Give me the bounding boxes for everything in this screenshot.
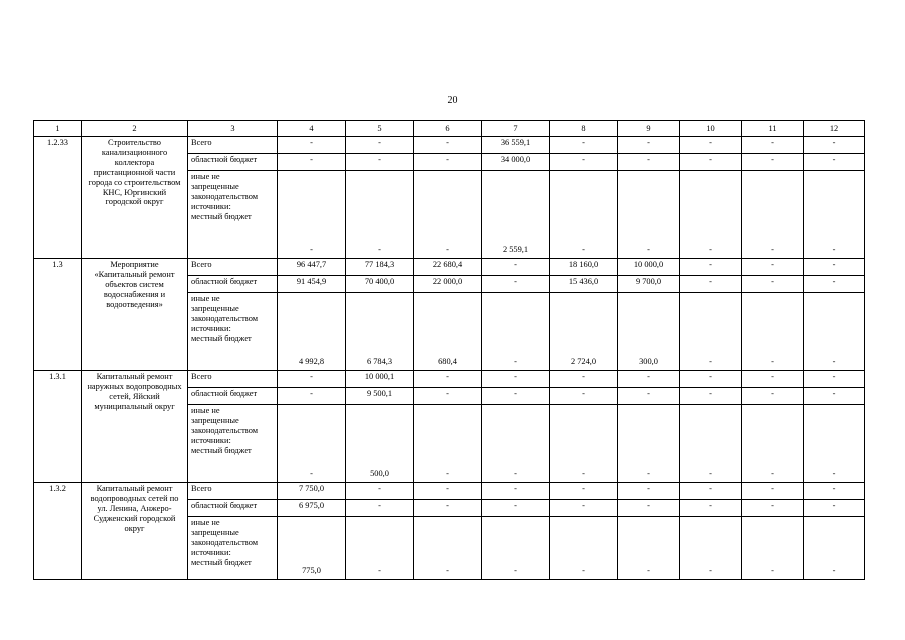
funding-source-line: запрещенные	[191, 527, 239, 537]
amount-cell: -	[414, 483, 482, 500]
amount-cell: -	[482, 483, 550, 500]
funding-source-line: запрещенные	[191, 181, 239, 191]
amount-cell: -	[550, 500, 618, 517]
amount-cell: -	[742, 137, 804, 154]
amount-cell: -	[804, 388, 865, 405]
amount-cell: -	[482, 293, 550, 371]
amount-cell: -	[278, 371, 346, 388]
column-header: 1	[34, 121, 82, 137]
amount-cell: 22 000,0	[414, 276, 482, 293]
amount-cell: 300,0	[618, 293, 680, 371]
amount-cell: -	[550, 137, 618, 154]
column-header: 3	[188, 121, 278, 137]
amount-cell: -	[278, 405, 346, 483]
amount-cell: -	[680, 137, 742, 154]
amount-cell: -	[742, 293, 804, 371]
amount-cell: -	[618, 500, 680, 517]
amount-cell: -	[618, 371, 680, 388]
amount-cell: 10 000,0	[618, 259, 680, 276]
funding-source	[188, 259, 278, 276]
amount-cell: 10 000,1	[346, 371, 414, 388]
amount-cell: 36 559,1	[482, 137, 550, 154]
amount-cell: 6 784,3	[346, 293, 414, 371]
funding-source-line: запрещенные	[191, 303, 239, 313]
funding-source	[188, 371, 278, 388]
amount-cell: -	[550, 483, 618, 500]
funding-source	[188, 517, 278, 580]
amount-cell: 91 454,9	[278, 276, 346, 293]
amount-cell: -	[804, 154, 865, 171]
column-header: 6	[414, 121, 482, 137]
budget-table	[33, 120, 865, 580]
amount-cell: -	[804, 259, 865, 276]
amount-cell: 2 559,1	[482, 171, 550, 259]
funding-source-line: областной бюджет	[191, 277, 258, 286]
table-row	[34, 483, 865, 500]
amount-cell: -	[346, 500, 414, 517]
amount-cell: -	[482, 405, 550, 483]
amount-cell: -	[618, 137, 680, 154]
funding-source-line: областной бюджет	[191, 501, 258, 510]
amount-cell: 18 160,0	[550, 259, 618, 276]
amount-cell: -	[414, 517, 482, 580]
amount-cell: -	[550, 154, 618, 171]
amount-cell: 22 680,4	[414, 259, 482, 276]
funding-source-line: местный бюджет	[191, 333, 252, 343]
item-code: 1.2.33	[34, 137, 82, 259]
amount-cell: -	[804, 293, 865, 371]
funding-source-line: источники:	[191, 435, 231, 445]
amount-cell: -	[550, 405, 618, 483]
item-code: 1.3.1	[34, 371, 82, 483]
funding-source-line: Всего	[191, 372, 212, 381]
column-header: 11	[742, 121, 804, 137]
item-name: Капитальный ремонт водопроводных сетей по ул. Ленина, Анжеро-Судженский городской округ	[82, 483, 188, 580]
column-header: 12	[804, 121, 865, 137]
amount-cell: -	[278, 154, 346, 171]
amount-cell: -	[804, 371, 865, 388]
amount-cell: -	[804, 483, 865, 500]
amount-cell: -	[346, 154, 414, 171]
amount-cell: 15 436,0	[550, 276, 618, 293]
amount-cell: -	[680, 259, 742, 276]
column-header: 8	[550, 121, 618, 137]
amount-cell: -	[278, 171, 346, 259]
column-header: 4	[278, 121, 346, 137]
funding-source-line: областной бюджет	[191, 389, 258, 398]
amount-cell: -	[742, 405, 804, 483]
amount-cell: 775,0	[278, 517, 346, 580]
funding-source-line: иные не	[191, 406, 220, 415]
amount-cell: -	[618, 388, 680, 405]
amount-cell: -	[804, 137, 865, 154]
column-header: 10	[680, 121, 742, 137]
amount-cell: -	[482, 500, 550, 517]
funding-source	[188, 483, 278, 500]
funding-source-line: источники:	[191, 547, 231, 557]
funding-source-line: местный бюджет	[191, 445, 252, 455]
funding-source	[188, 388, 278, 405]
amount-cell: -	[680, 371, 742, 388]
funding-source-line: Всего	[191, 260, 212, 269]
amount-cell: 70 400,0	[346, 276, 414, 293]
funding-source	[188, 171, 278, 259]
amount-cell: -	[742, 483, 804, 500]
amount-cell: -	[414, 171, 482, 259]
column-header: 9	[618, 121, 680, 137]
amount-cell: -	[482, 259, 550, 276]
amount-cell: 680,4	[414, 293, 482, 371]
amount-cell: 9 500,1	[346, 388, 414, 405]
funding-source	[188, 137, 278, 154]
amount-cell: -	[618, 405, 680, 483]
table-row	[34, 371, 865, 388]
funding-source-line: Всего	[191, 138, 212, 147]
amount-cell: -	[550, 371, 618, 388]
amount-cell: -	[414, 137, 482, 154]
funding-source-line: Всего	[191, 484, 212, 493]
amount-cell: -	[618, 154, 680, 171]
amount-cell: 9 700,0	[618, 276, 680, 293]
amount-cell: -	[482, 517, 550, 580]
amount-cell: -	[618, 483, 680, 500]
funding-source-line: иные не	[191, 294, 220, 303]
amount-cell: -	[346, 517, 414, 580]
amount-cell: -	[680, 171, 742, 259]
funding-source-line: законодательством	[191, 191, 259, 201]
amount-cell: -	[680, 483, 742, 500]
amount-cell: -	[550, 517, 618, 580]
amount-cell: 34 000,0	[482, 154, 550, 171]
amount-cell: -	[742, 154, 804, 171]
item-code: 1.3	[34, 259, 82, 371]
amount-cell: -	[680, 500, 742, 517]
table-row	[34, 137, 865, 154]
funding-source-line: иные не	[191, 172, 220, 181]
amount-cell: 96 447,7	[278, 259, 346, 276]
item-name: Строительство канализационного коллектора пристанционной части города со строительством КНС, Юргинский городской округ	[82, 137, 188, 259]
table-body	[34, 137, 865, 580]
amount-cell: -	[680, 293, 742, 371]
item-name: Капитальный ремонт наружных водопроводных сетей, Яйский муниципальный округ	[82, 371, 188, 483]
funding-source	[188, 500, 278, 517]
amount-cell: -	[414, 154, 482, 171]
amount-cell: 4 992,8	[278, 293, 346, 371]
funding-source-line: иные не	[191, 518, 220, 527]
funding-source-line: запрещенные	[191, 415, 239, 425]
amount-cell: -	[742, 500, 804, 517]
amount-cell: -	[680, 154, 742, 171]
funding-source	[188, 405, 278, 483]
amount-cell: 6 975,0	[278, 500, 346, 517]
amount-cell: -	[804, 405, 865, 483]
column-number-row	[34, 121, 865, 137]
funding-source-line: законодательством	[191, 425, 259, 435]
funding-source-line: местный бюджет	[191, 557, 252, 567]
amount-cell: -	[742, 517, 804, 580]
funding-source-line: законодательством	[191, 313, 259, 323]
item-name: Мероприятие «Капитальный ремонт объектов систем водоснабжения и водоотведения»	[82, 259, 188, 371]
table-row	[34, 259, 865, 276]
funding-source-line: областной бюджет	[191, 155, 258, 164]
amount-cell: -	[680, 517, 742, 580]
amount-cell: -	[742, 388, 804, 405]
page-number: 20	[447, 95, 458, 106]
amount-cell: -	[482, 276, 550, 293]
funding-source	[188, 154, 278, 171]
amount-cell: -	[804, 500, 865, 517]
amount-cell: -	[414, 500, 482, 517]
column-header: 2	[82, 121, 188, 137]
amount-cell: -	[482, 371, 550, 388]
amount-cell: 7 750,0	[278, 483, 346, 500]
amount-cell: -	[414, 405, 482, 483]
amount-cell: -	[346, 483, 414, 500]
amount-cell: -	[742, 259, 804, 276]
amount-cell: 500,0	[346, 405, 414, 483]
amount-cell: 2 724,0	[550, 293, 618, 371]
amount-cell: -	[550, 388, 618, 405]
funding-source-line: источники:	[191, 323, 231, 333]
amount-cell: -	[618, 171, 680, 259]
amount-cell: -	[742, 171, 804, 259]
amount-cell: -	[482, 388, 550, 405]
amount-cell: 77 184,3	[346, 259, 414, 276]
amount-cell: -	[278, 388, 346, 405]
amount-cell: -	[346, 137, 414, 154]
amount-cell: -	[804, 171, 865, 259]
amount-cell: -	[804, 517, 865, 580]
amount-cell: -	[346, 171, 414, 259]
funding-source-line: местный бюджет	[191, 211, 252, 221]
amount-cell: -	[680, 405, 742, 483]
item-code: 1.3.2	[34, 483, 82, 580]
funding-source	[188, 276, 278, 293]
amount-cell: -	[414, 371, 482, 388]
amount-cell: -	[742, 276, 804, 293]
amount-cell: -	[742, 371, 804, 388]
column-header: 7	[482, 121, 550, 137]
funding-source-line: законодательством	[191, 537, 259, 547]
column-header: 5	[346, 121, 414, 137]
amount-cell: -	[680, 276, 742, 293]
funding-source-line: источники:	[191, 201, 231, 211]
amount-cell: -	[680, 388, 742, 405]
amount-cell: -	[804, 276, 865, 293]
funding-source	[188, 293, 278, 371]
amount-cell: -	[414, 388, 482, 405]
amount-cell: -	[618, 517, 680, 580]
amount-cell: -	[278, 137, 346, 154]
amount-cell: -	[550, 171, 618, 259]
